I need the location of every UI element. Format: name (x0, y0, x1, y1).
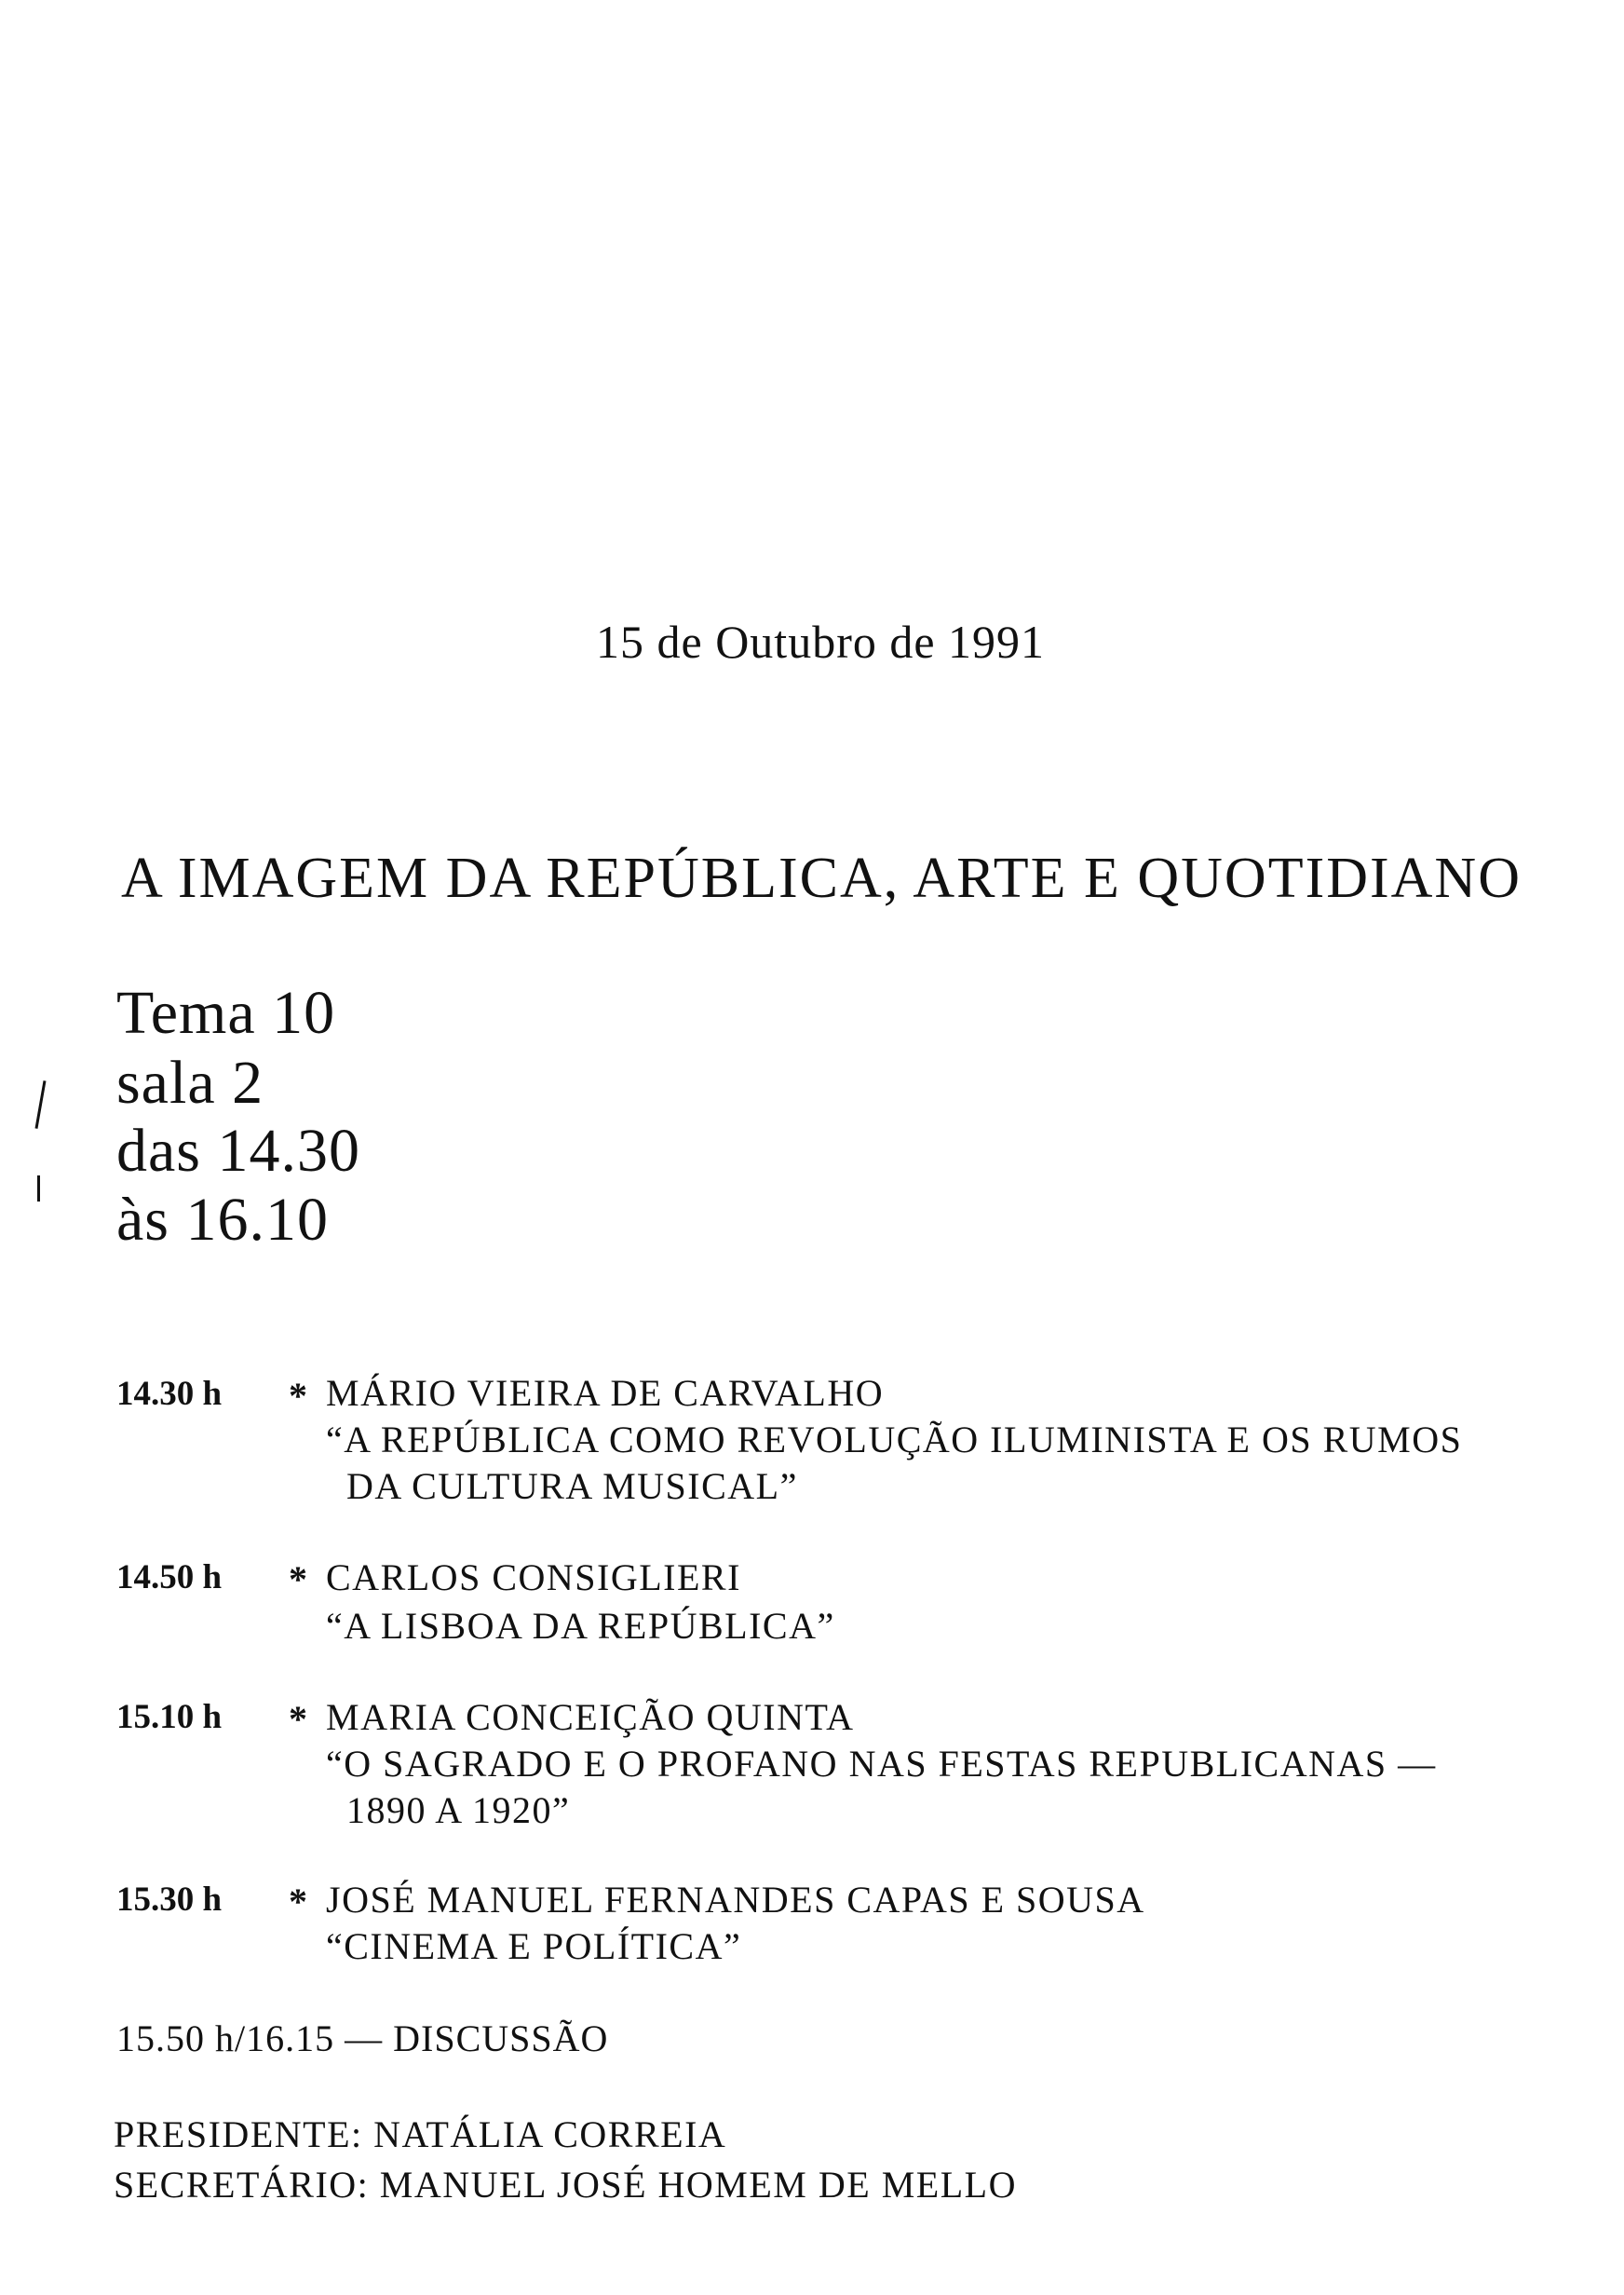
talk-title-line: DA CULTURA MUSICAL” (346, 1465, 798, 1507)
talk-title-line: “CINEMA E POLÍTICA” (326, 1925, 742, 1967)
talk-speaker: CARLOS CONSIGLIERI (326, 1556, 741, 1598)
talk-bullet: * (289, 1375, 307, 1417)
talk-title-line: “O SAGRADO E O PROFANO NAS FESTAS REPUBLICANAS — (326, 1743, 1437, 1785)
session-president: PRESIDENTE: NATÁLIA CORREIA (114, 2113, 727, 2155)
talk-speaker: JOSÉ MANUEL FERNANDES CAPAS E SOUSA (326, 1879, 1145, 1921)
session-start-time: das 14.30 (116, 1117, 360, 1185)
talk-time: 14.30 h (116, 1375, 223, 1413)
talk-bullet: * (289, 1698, 307, 1740)
session-secretary: SECRETÁRIO: MANUEL JOSÉ HOMEM DE MELLO (114, 2164, 1017, 2206)
session-room: sala 2 (116, 1049, 264, 1117)
talk-bullet: * (289, 1881, 307, 1922)
page-title: A IMAGEM DA REPÚBLICA, ARTE E QUOTIDIANO (121, 847, 1522, 910)
talk-speaker: MÁRIO VIEIRA DE CARVALHO (326, 1372, 885, 1414)
talk-title-line: “A LISBOA DA REPÚBLICA” (326, 1605, 835, 1647)
talk-time: 15.30 h (116, 1881, 223, 1919)
session-theme: Tema 10 (116, 979, 336, 1047)
talk-bullet: * (289, 1558, 307, 1600)
talk-time: 14.50 h (116, 1558, 223, 1596)
session-end-time: às 16.10 (116, 1186, 329, 1254)
talk-time: 15.10 h (116, 1698, 223, 1736)
margin-pen-mark (35, 1080, 47, 1129)
talk-speaker: MARIA CONCEIÇÃO QUINTA (326, 1696, 855, 1738)
talk-title-line: 1890 A 1920” (346, 1789, 571, 1831)
margin-pen-mark (37, 1175, 40, 1202)
discussion-slot: 15.50 h/16.15 — DISCUSSÃO (116, 2017, 609, 2059)
talk-title-line: “A REPÚBLICA COMO REVOLUÇÃO ILUMINISTA E OS RUMOS (326, 1419, 1463, 1460)
session-date: 15 de Outubro de 1991 (596, 616, 1046, 668)
